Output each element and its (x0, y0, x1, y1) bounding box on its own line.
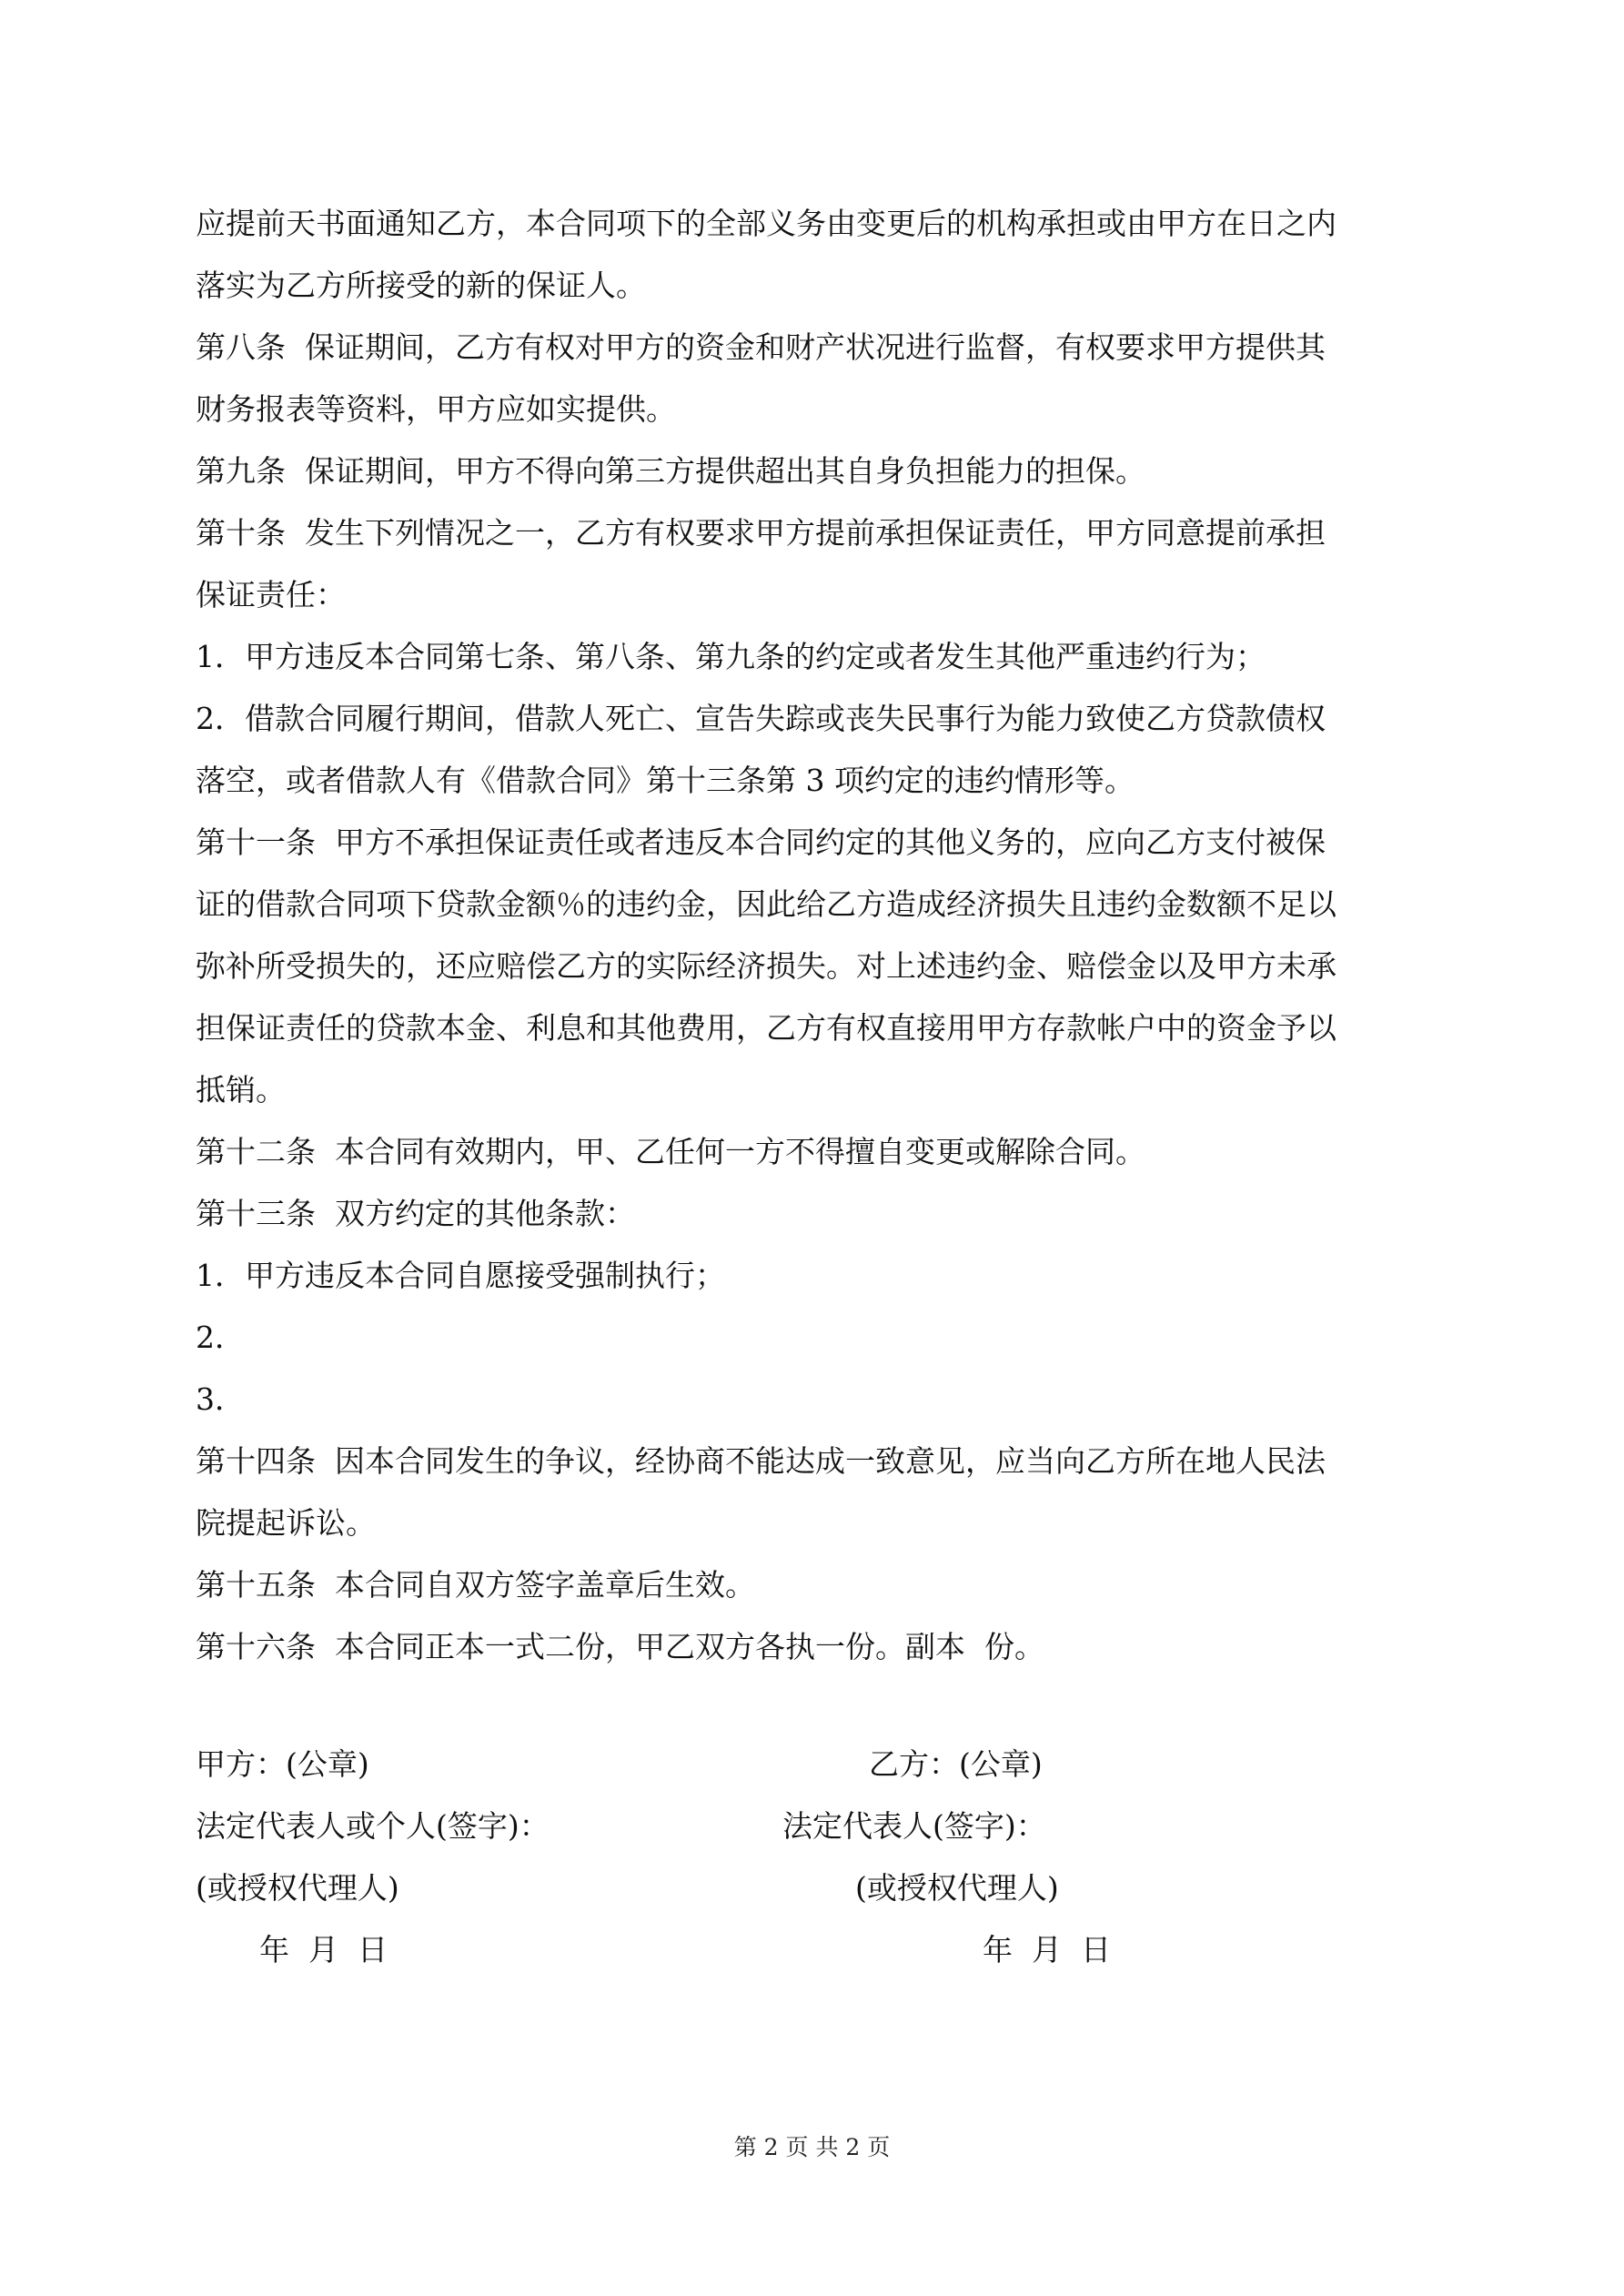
article-15: 第十五条 本合同自双方签字盖章后生效。 (196, 1567, 755, 1603)
list-item: 1．甲方违反本合同第七条、第八条、第九条的约定或者发生其他严重违约行为； (196, 639, 1266, 674)
party-a-representative-label: 法定代表人或个人(签字)： (196, 1808, 550, 1844)
party-b-seal-label: 乙方：(公章) (869, 1746, 1043, 1782)
signature-block (196, 1734, 1447, 1981)
list-item: 2． (196, 1320, 245, 1355)
party-a-seal-label: 甲方：(公章) (196, 1746, 369, 1782)
article-8: 第八条 保证期间，乙方有权对甲方的资金和财产状况进行监督，有权要求甲方提供其 (196, 329, 1326, 365)
list-item: 3． (196, 1381, 245, 1417)
text-line: 抵销。 (196, 1072, 286, 1108)
page-number-footer: 第 2 页 共 2 页 (733, 2134, 891, 2160)
party-a-date: 年 月 日 (259, 1932, 388, 1967)
article-14: 第十四条 因本合同发生的争议，经协商不能达成一致意见，应当向乙方所在地人民法 (196, 1443, 1326, 1479)
article-13: 第十三条 双方约定的其他条款： (196, 1196, 635, 1231)
text-line: 应提前天书面通知乙方，本合同项下的全部义务由变更后的机构承担或由甲方在日之内 (196, 206, 1337, 241)
party-b-date: 年 月 日 (983, 1932, 1111, 1967)
text-line: 落空，或者借款人有《借款合同》第十三条第 3 项约定的违约情形等。 (196, 763, 1135, 798)
article-11: 第十一条 甲方不承担保证责任或者违反本合同约定的其他义务的，应向乙方支付被保 (196, 824, 1326, 860)
list-item: 2．借款合同履行期间，借款人死亡、宣告失踪或丧失民事行为能力致使乙方贷款债权 (196, 701, 1326, 736)
agent-row (196, 1857, 1447, 1919)
party-b-representative-label: 法定代表人(签字)： (782, 1808, 1046, 1844)
article-12: 第十二条 本合同有效期内，甲、乙任何一方不得擅自变更或解除合同。 (196, 1134, 1145, 1169)
article-9: 第九条 保证期间，甲方不得向第三方提供超出其自身负担能力的担保。 (196, 453, 1145, 489)
party-a-agent-label: (或授权代理人) (196, 1870, 399, 1906)
seal-row (196, 1734, 1447, 1795)
text-line: 落实为乙方所接受的新的保证人。 (196, 268, 646, 303)
date-row (196, 1919, 1447, 1981)
article-16: 第十六条 本合同正本一式二份，甲乙双方各执一份。副本 份。 (196, 1629, 1044, 1664)
party-b-agent-label: (或授权代理人) (855, 1870, 1059, 1906)
representative-row (196, 1795, 1447, 1857)
text-line: 担保证责任的贷款本金、利息和其他费用，乙方有权直接用甲方存款帐户中的资金予以 (196, 1010, 1337, 1046)
text-line: 弥补所受损失的，还应赔偿乙方的实际经济损失。对上述违约金、赔偿金以及甲方未承 (196, 948, 1337, 984)
text-line: 保证责任： (196, 577, 346, 612)
contract-body (196, 193, 1447, 1678)
text-line: 财务报表等资料，甲方应如实提供。 (196, 391, 676, 427)
text-line: 证的借款合同项下贷款金额％的违约金，因此给乙方造成经济损失且违约金数额不足以 (196, 886, 1337, 922)
text-line: 院提起诉讼。 (196, 1505, 376, 1541)
article-10: 第十条 发生下列情况之一，乙方有权要求甲方提前承担保证责任，甲方同意提前承担 (196, 515, 1326, 551)
list-item: 1．甲方违反本合同自愿接受强制执行； (196, 1258, 725, 1293)
